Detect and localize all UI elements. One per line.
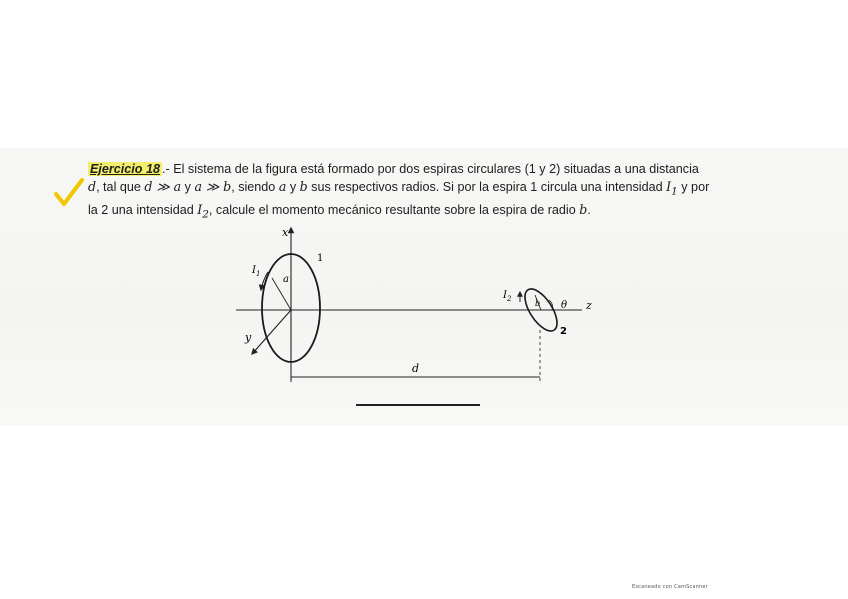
exercise-title: Ejercicio 18 bbox=[90, 162, 161, 176]
radius-a-label: a bbox=[283, 274, 289, 285]
current-2-label: $I_2$ bbox=[503, 290, 512, 303]
z-axis-label: z bbox=[586, 299, 592, 312]
underline-mark bbox=[356, 404, 480, 406]
problem-line-3: la 2 una intensidad $I_2$, calcule el momento mecánico resultante sobre la espira de radio b. bbox=[88, 201, 591, 221]
scanner-watermark: Escaneado con CamScanner bbox=[632, 584, 708, 590]
problem-statement bbox=[88, 160, 778, 223]
two-loops-figure bbox=[230, 222, 610, 392]
problem-line-2: d, tal que d ≫ a y a ≫ b, siendo a y b sus respectivos radios. Si por la espira 1 circula una intensidad $I_1$ y por bbox=[88, 179, 710, 198]
y-axis-label: y bbox=[245, 331, 252, 344]
checkmark-icon bbox=[52, 176, 86, 210]
x-axis-label: x bbox=[282, 226, 289, 239]
radius-b-label: b bbox=[535, 299, 541, 308]
loop-1-label: 1 bbox=[317, 253, 324, 264]
loop-2-label: 2 bbox=[560, 326, 567, 337]
theta-label: θ bbox=[561, 300, 568, 311]
problem-line-1: Ejercicio 18 .- El sistema de la figura está formado por dos espiras circulares (1 y 2) situadas a una distancia bbox=[90, 162, 699, 176]
current-1-label: $I_1$ bbox=[252, 265, 261, 278]
distance-d-label: d bbox=[412, 362, 420, 375]
